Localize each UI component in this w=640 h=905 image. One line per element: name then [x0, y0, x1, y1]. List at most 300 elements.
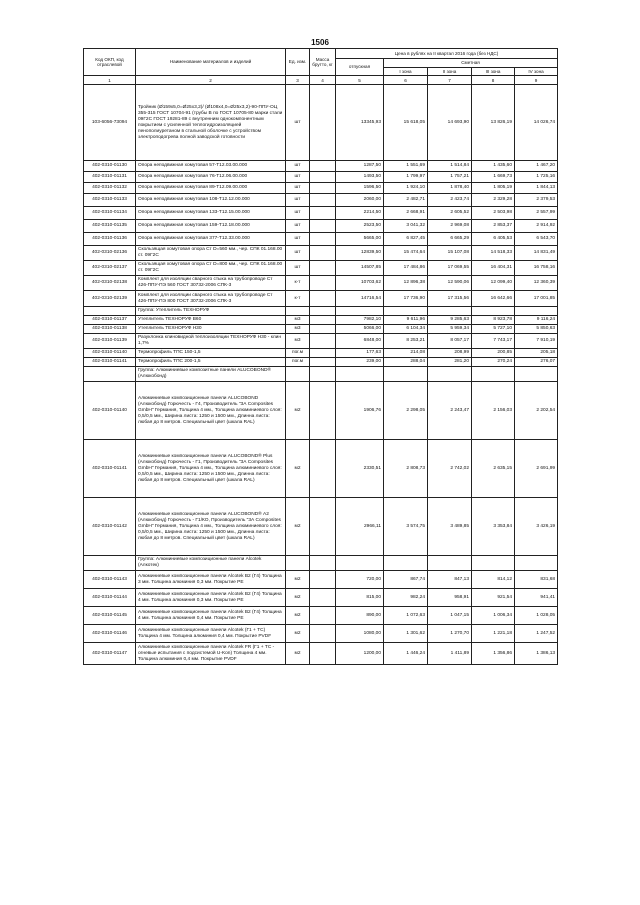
group-empty-cell	[336, 556, 384, 571]
cell-zone1-price: 1 072,63	[384, 607, 428, 625]
cell-zone3-price: 2 329,28	[472, 194, 515, 207]
cell-code: 402-0310-01136	[84, 233, 136, 246]
table-row	[84, 220, 558, 233]
price-table	[83, 48, 558, 665]
cell-zone2-price: 12 590,06	[428, 276, 472, 291]
cell-zone1-price: 15 474,64	[384, 246, 428, 261]
cell-zone4-price: 2 557,99	[515, 207, 558, 220]
cell-unit: м3	[286, 316, 310, 325]
cell-mass	[310, 276, 336, 291]
cell-mass	[310, 571, 336, 589]
group-title: Группа: Алюминиевые композиционные панели Alcotek (Алкотек)	[136, 556, 286, 571]
cell-name: Алюминиевые композиционные панели ALUCOBOND (Алюкобонд) Горючесть - Г4, Производитель "3А Composites GmbH" Германия, Толщина 4 мм., Толщина алюминиевого слоя: 0,5/0,5 мм., Ширина листа: 1250 и 1500 мм., Длинна листа: любая до 8 метров. Специальный цвет (шкала RAL)	[136, 382, 286, 440]
cell-code: 402-0310-01142	[84, 498, 136, 556]
cell-unit: м2	[286, 643, 310, 665]
cell-zone1-price: 1 924,10	[384, 183, 428, 194]
cell-code: 402-0310-01140	[84, 349, 136, 358]
cell-unit: пог.м	[286, 358, 310, 367]
header-mass: Масса брутто, кг	[310, 49, 336, 76]
cell-unit: м3	[286, 325, 310, 334]
group-header-row	[84, 307, 558, 316]
cell-code: 402-0310-02138	[84, 276, 136, 291]
cell-zone1-price: 2 668,91	[384, 207, 428, 220]
group-empty-cell	[384, 307, 428, 316]
cell-zone2-price: 847,13	[428, 571, 472, 589]
cell-mass	[310, 358, 336, 367]
cell-zone2-price: 17 315,56	[428, 291, 472, 307]
cell-zone3-price: 2 853,37	[472, 220, 515, 233]
cell-zone3-price: 7 743,17	[472, 334, 515, 349]
cell-unit: пог.м	[286, 349, 310, 358]
header-zone1: I зона	[384, 67, 428, 76]
table-row	[84, 233, 558, 246]
cell-zone1-price: 867,74	[384, 571, 428, 589]
cell-mass	[310, 85, 336, 161]
cell-name: Опора неподвижная хомутовая 57-Т12.03.00.000	[136, 161, 286, 172]
cell-zone4-price: 831,68	[515, 571, 558, 589]
cell-otpusk-price: 890,00	[336, 607, 384, 625]
cell-zone4-price: 2 202,54	[515, 382, 558, 440]
cell-name: Опора неподвижная хомутовая 108-Т12.12.00.000	[136, 194, 286, 207]
cell-zone3-price: 814,12	[472, 571, 515, 589]
cell-mass	[310, 220, 336, 233]
cell-code: 402-0310-01141	[84, 358, 136, 367]
cell-otpusk-price: 14716,54	[336, 291, 384, 307]
cell-unit: к-т	[286, 276, 310, 291]
cell-otpusk-price: 1493,50	[336, 172, 384, 183]
cell-unit: м2	[286, 440, 310, 498]
cell-zone1-price: 12 896,38	[384, 276, 428, 291]
cell-name: Тройник (Ø159х5,0=Ø25х3,2)/ (Ø108х4,0=Ø25х3,2)-90-ППУ-ОЦ 355-315 ГОСТ 10704-91 (трубы В по ГОСТ 10705-80 марки стали 09Г2С ГОСТ 19281-89 с внутренним однокомпонентным покрытием с усиленной теплогидроизоляцией пенополиуретаном в стальной оболочке с устройством электроподогрева полной заводской готовности	[136, 85, 286, 161]
cell-zone3-price: 6 405,53	[472, 233, 515, 246]
cell-zone3-price: 14 518,33	[472, 246, 515, 261]
table-row	[84, 571, 558, 589]
cell-zone1-price: 8 253,21	[384, 334, 428, 349]
group-code-cell	[84, 307, 136, 316]
cell-otpusk-price: 5665,00	[336, 233, 384, 246]
cell-zone2-price: 1 514,84	[428, 161, 472, 172]
column-number: 5	[336, 76, 384, 85]
cell-code: 402-0310-01130	[84, 161, 136, 172]
cell-zone1-price: 9 611,96	[384, 316, 428, 325]
cell-name: Алюминиевые композиционные панели Alcotek В2 (Г4) Толщина 4 мм. Толщина алюминия 0,4 мм. Покрытие PE	[136, 607, 286, 625]
cell-unit: шт	[286, 172, 310, 183]
cell-code: 402-0310-01143	[84, 571, 136, 589]
cell-zone3-price: 3 353,84	[472, 498, 515, 556]
cell-zone3-price: 921,54	[472, 589, 515, 607]
cell-name: Комплект для изоляции сварного стыка на трубопроводе Ст 426-ППУ-ПЭ 800 ГОСТ 30732-2006 СПК-3	[136, 291, 286, 307]
table-row	[84, 643, 558, 665]
group-header-row	[84, 556, 558, 571]
cell-zone2-price: 9 285,63	[428, 316, 472, 325]
cell-zone4-price: 941,41	[515, 589, 558, 607]
cell-otpusk-price: 13345,93	[336, 85, 384, 161]
cell-zone2-price: 1 878,40	[428, 183, 472, 194]
group-empty-cell	[472, 367, 515, 382]
group-empty-cell	[310, 367, 336, 382]
group-title: Группа: Утеплитель ТЕХНОРУФ	[136, 307, 286, 316]
cell-zone2-price: 1 270,70	[428, 625, 472, 643]
cell-mass	[310, 291, 336, 307]
cell-unit: м2	[286, 625, 310, 643]
cell-otpusk-price: 1906,76	[336, 382, 384, 440]
table-row	[84, 334, 558, 349]
cell-code: 402-0310-01146	[84, 625, 136, 643]
cell-mass	[310, 625, 336, 643]
table-row	[84, 194, 558, 207]
cell-mass	[310, 183, 336, 194]
cell-unit: шт	[286, 261, 310, 276]
cell-zone4-price: 12 360,39	[515, 276, 558, 291]
cell-zone2-price: 17 069,55	[428, 261, 472, 276]
cell-zone2-price: 8 057,17	[428, 334, 472, 349]
cell-zone2-price: 2 969,08	[428, 220, 472, 233]
column-number: 2	[136, 76, 286, 85]
cell-mass	[310, 246, 336, 261]
cell-zone1-price: 1 301,62	[384, 625, 428, 643]
cell-zone1-price: 17 736,90	[384, 291, 428, 307]
cell-zone1-price: 1 446,24	[384, 643, 428, 665]
cell-unit: м2	[286, 589, 310, 607]
group-empty-cell	[428, 556, 472, 571]
cell-otpusk-price: 1080,00	[336, 625, 384, 643]
cell-zone4-price: 5 850,63	[515, 325, 558, 334]
cell-otpusk-price: 2060,00	[336, 194, 384, 207]
cell-unit: м2	[286, 498, 310, 556]
header-smetnaya: Сметная	[384, 59, 558, 68]
cell-mass	[310, 316, 336, 325]
group-empty-cell	[515, 307, 558, 316]
cell-otpusk-price: 2330,51	[336, 440, 384, 498]
cell-name: Алюминиевые композиционные панели Alcotek (Г1 + ТС) Толщина 4 мм. Толщина алюминия 0,4 мм. Покрытие PVDF	[136, 625, 286, 643]
cell-otpusk-price: 7982,10	[336, 316, 384, 325]
cell-zone3-price: 200,85	[472, 349, 515, 358]
cell-otpusk-price: 14507,85	[336, 261, 384, 276]
header-otpusk: отпускная	[336, 59, 384, 76]
cell-name: Алюминиевые композиционные панели Alcotek FR (Г1 + ТС - огневые испытания с подсистемой U-Kon) Толщина 4 мм. Толщина алюминия 0,4 мм. Покрытие PVDF	[136, 643, 286, 665]
cell-zone3-price: 2 635,15	[472, 440, 515, 498]
group-title: Группа: Алюминиевые композитные панели ALUCOBOND® (Алюкобонд)	[136, 367, 286, 382]
page-number: 1506	[311, 38, 329, 47]
cell-zone4-price: 3 426,19	[515, 498, 558, 556]
cell-zone1-price: 2 808,73	[384, 440, 428, 498]
cell-zone3-price: 16 404,31	[472, 261, 515, 276]
column-number: 6	[384, 76, 428, 85]
cell-zone2-price: 281,20	[428, 358, 472, 367]
column-numbers-row	[84, 76, 558, 85]
group-empty-cell	[515, 367, 558, 382]
cell-zone1-price: 2 298,05	[384, 382, 428, 440]
cell-zone4-price: 9 116,24	[515, 316, 558, 325]
cell-name: Алюминиевые композиционные панели ALUCOBOND® А2 (Алюкобонд) Горючесть - Г1/КО, Производитель "3А Composites GmbH" Германия, Толщина 4 мм., Толщина алюминиевого слоя: 0,5/0,5 мм., Ширина листа: 1250 и 1500 мм., Длинна листа: любая до 8 метров. Специальный цвет (шкала RAL)	[136, 498, 286, 556]
cell-zone4-price: 1 467,20	[515, 161, 558, 172]
cell-zone3-price: 16 642,66	[472, 291, 515, 307]
group-code-cell	[84, 367, 136, 382]
cell-zone4-price: 16 758,16	[515, 261, 558, 276]
column-number: 9	[515, 76, 558, 85]
column-number: 1	[84, 76, 136, 85]
cell-mass	[310, 233, 336, 246]
table-row	[84, 607, 558, 625]
cell-zone2-price: 2 243,47	[428, 382, 472, 440]
cell-zone4-price: 276,07	[515, 358, 558, 367]
cell-mass	[310, 498, 336, 556]
cell-unit: шт	[286, 207, 310, 220]
cell-code: 402-0310-01147	[84, 643, 136, 665]
table-row	[84, 246, 558, 261]
cell-otpusk-price: 1596,50	[336, 183, 384, 194]
cell-mass	[310, 440, 336, 498]
cell-name: Скользящая хомутовая опора Ст D=800 мм., чер. СПК 01.168.00 ст. 09Г2С	[136, 261, 286, 276]
cell-name: Скользящая хомутовая опора Ст D=560 мм., чер. СПК 01.168.00 ст. 09Г2С	[136, 246, 286, 261]
cell-zone4-price: 14 026,74	[515, 85, 558, 161]
cell-unit: м3	[286, 334, 310, 349]
table-row	[84, 325, 558, 334]
column-number: 3	[286, 76, 310, 85]
cell-zone2-price: 1 047,15	[428, 607, 472, 625]
column-number: 7	[428, 76, 472, 85]
cell-zone1-price: 17 484,86	[384, 261, 428, 276]
cell-unit: шт	[286, 246, 310, 261]
group-empty-cell	[515, 556, 558, 571]
cell-unit: к-т	[286, 291, 310, 307]
cell-zone2-price: 3 489,85	[428, 498, 472, 556]
cell-zone4-price: 7 910,19	[515, 334, 558, 349]
cell-zone4-price: 6 543,70	[515, 233, 558, 246]
cell-zone1-price: 3 041,32	[384, 220, 428, 233]
cell-zone4-price: 2 379,53	[515, 194, 558, 207]
cell-code: 402-0310-01135	[84, 220, 136, 233]
table-row	[84, 498, 558, 556]
cell-mass	[310, 261, 336, 276]
cell-name: Утеплитель ТЕХНОРУФ В60	[136, 316, 286, 325]
cell-otpusk-price: 6848,00	[336, 334, 384, 349]
cell-zone3-price: 5 727,10	[472, 325, 515, 334]
cell-zone2-price: 2 742,02	[428, 440, 472, 498]
cell-name: Термопрофиль ТПС 150-1,5	[136, 349, 286, 358]
table-row	[84, 316, 558, 325]
cell-code: 402-0310-01134	[84, 207, 136, 220]
table-row	[84, 85, 558, 161]
cell-mass	[310, 194, 336, 207]
cell-mass	[310, 607, 336, 625]
table-row	[84, 382, 558, 440]
header-code: Код ОКП, код отраслевой	[84, 49, 136, 76]
cell-name: Опора неподвижная хомутовая 76-Т12.06.00.000	[136, 172, 286, 183]
cell-zone2-price: 5 959,34	[428, 325, 472, 334]
cell-code: 402-0310-01133	[84, 194, 136, 207]
cell-zone2-price: 2 605,52	[428, 207, 472, 220]
cell-otpusk-price: 10703,62	[336, 276, 384, 291]
cell-code: 103-6056-73094	[84, 85, 136, 161]
group-empty-cell	[336, 307, 384, 316]
cell-mass	[310, 334, 336, 349]
cell-zone4-price: 2 691,99	[515, 440, 558, 498]
table-row	[84, 349, 558, 358]
group-empty-cell	[286, 367, 310, 382]
cell-unit: шт	[286, 85, 310, 161]
group-empty-cell	[428, 307, 472, 316]
cell-otpusk-price: 720,00	[336, 571, 384, 589]
table-body	[84, 85, 558, 665]
column-number: 4	[310, 76, 336, 85]
cell-zone3-price: 1 669,73	[472, 172, 515, 183]
cell-name: Термопрофиль ТПС 200-1,5	[136, 358, 286, 367]
group-empty-cell	[384, 556, 428, 571]
cell-unit: шт	[286, 194, 310, 207]
cell-zone3-price: 8 923,78	[472, 316, 515, 325]
cell-zone2-price: 15 107,08	[428, 246, 472, 261]
table-row	[84, 291, 558, 307]
cell-code: 402-0310-01131	[84, 172, 136, 183]
table-row	[84, 172, 558, 183]
cell-otpusk-price: 177,63	[336, 349, 384, 358]
cell-mass	[310, 382, 336, 440]
column-number: 8	[472, 76, 515, 85]
header-zone2: II зона	[428, 67, 472, 76]
cell-zone3-price: 270,24	[472, 358, 515, 367]
cell-zone2-price: 208,99	[428, 349, 472, 358]
cell-zone1-price: 3 574,75	[384, 498, 428, 556]
cell-name: Опора неподвижная хомутовая 377-Т12.33.00.000	[136, 233, 286, 246]
cell-unit: м2	[286, 382, 310, 440]
cell-otpusk-price: 5066,00	[336, 325, 384, 334]
cell-unit: м2	[286, 571, 310, 589]
cell-zone2-price: 6 665,29	[428, 233, 472, 246]
cell-code: 402-0310-01132	[84, 183, 136, 194]
cell-unit: шт	[286, 161, 310, 172]
cell-zone4-price: 1 844,13	[515, 183, 558, 194]
table-row	[84, 183, 558, 194]
cell-mass	[310, 643, 336, 665]
cell-name: Утеплитель ТЕХНОРУФ Н30	[136, 325, 286, 334]
cell-otpusk-price: 239,00	[336, 358, 384, 367]
group-empty-cell	[286, 556, 310, 571]
cell-zone4-price: 205,18	[515, 349, 558, 358]
header-zone4: IV зона	[515, 67, 558, 76]
cell-zone3-price: 1 805,19	[472, 183, 515, 194]
cell-code: 402-0310-01140	[84, 382, 136, 440]
cell-zone3-price: 1 221,18	[472, 625, 515, 643]
cell-zone3-price: 2 156,03	[472, 382, 515, 440]
cell-zone4-price: 2 914,92	[515, 220, 558, 233]
table-row	[84, 276, 558, 291]
group-empty-cell	[310, 307, 336, 316]
cell-zone3-price: 2 503,98	[472, 207, 515, 220]
cell-zone2-price: 1 757,21	[428, 172, 472, 183]
cell-code: 402-0310-01144	[84, 589, 136, 607]
cell-zone4-price: 1 247,52	[515, 625, 558, 643]
cell-zone1-price: 6 827,45	[384, 233, 428, 246]
cell-zone1-price: 288,04	[384, 358, 428, 367]
cell-name: Алюминиевые композиционные панели Alcotek В2 (Г4) Толщина 3 мм. Толщина алюминия 0,3 мм. Покрытие PE	[136, 571, 286, 589]
group-empty-cell	[336, 367, 384, 382]
cell-zone3-price: 12 099,40	[472, 276, 515, 291]
cell-code: 402-0310-02137	[84, 261, 136, 276]
table-row	[84, 161, 558, 172]
cell-code: 402-0310-01139	[84, 334, 136, 349]
header-unit: Ед. изм.	[286, 49, 310, 76]
table-row	[84, 589, 558, 607]
group-empty-cell	[310, 556, 336, 571]
table-row	[84, 440, 558, 498]
group-empty-cell	[472, 307, 515, 316]
cell-mass	[310, 172, 336, 183]
cell-otpusk-price: 815,00	[336, 589, 384, 607]
table-row	[84, 625, 558, 643]
cell-code: 402-0310-01145	[84, 607, 136, 625]
cell-otpusk-price: 2966,11	[336, 498, 384, 556]
cell-mass	[310, 325, 336, 334]
cell-name: Алюминиевые композиционные панели Alcotek В2 (Г4) Толщина 4 мм. Толщина алюминия 0,3 мм. Покрытие PE	[136, 589, 286, 607]
cell-name: Комплект для изоляции сварного стыка на трубопроводе Ст 426-ППУ-ПЭ 560 ГОСТ 30732-2006 СПК-3	[136, 276, 286, 291]
cell-zone2-price: 14 693,90	[428, 85, 472, 161]
cell-zone3-price: 1 435,60	[472, 161, 515, 172]
header-price-title: Цена в рублях на II квартал 2016 года (без НДС)	[336, 49, 558, 59]
cell-zone4-price: 1 028,05	[515, 607, 558, 625]
cell-otpusk-price: 1287,50	[336, 161, 384, 172]
cell-unit: шт	[286, 233, 310, 246]
cell-otpusk-price: 2523,50	[336, 220, 384, 233]
cell-zone4-price: 1 725,16	[515, 172, 558, 183]
group-empty-cell	[428, 367, 472, 382]
cell-unit: м2	[286, 607, 310, 625]
cell-zone2-price: 2 423,74	[428, 194, 472, 207]
header-zone3: III зона	[472, 67, 515, 76]
cell-otpusk-price: 12839,50	[336, 246, 384, 261]
cell-zone1-price: 214,08	[384, 349, 428, 358]
cell-mass	[310, 161, 336, 172]
group-empty-cell	[384, 367, 428, 382]
cell-mass	[310, 207, 336, 220]
cell-zone1-price: 2 482,71	[384, 194, 428, 207]
table-row	[84, 207, 558, 220]
group-empty-cell	[286, 307, 310, 316]
cell-zone1-price: 15 618,05	[384, 85, 428, 161]
cell-zone4-price: 1 386,13	[515, 643, 558, 665]
cell-code: 402-0310-01137	[84, 316, 136, 325]
cell-code: 402-0310-02136	[84, 246, 136, 261]
cell-name: Опора неподвижная хомутовая 89-Т12.09.00.000	[136, 183, 286, 194]
cell-code: 402-0310-02139	[84, 291, 136, 307]
cell-unit: шт	[286, 183, 310, 194]
cell-mass	[310, 349, 336, 358]
group-header-row	[84, 367, 558, 382]
cell-zone4-price: 17 001,85	[515, 291, 558, 307]
cell-mass	[310, 589, 336, 607]
cell-zone3-price: 1 006,34	[472, 607, 515, 625]
cell-zone2-price: 958,91	[428, 589, 472, 607]
cell-zone1-price: 1 799,97	[384, 172, 428, 183]
cell-code: 402-0310-01141	[84, 440, 136, 498]
cell-name: Опора неподвижная хомутовая 133-Т12.15.00.000	[136, 207, 286, 220]
cell-zone3-price: 13 826,19	[472, 85, 515, 161]
cell-zone1-price: 6 104,34	[384, 325, 428, 334]
header-name: Наименование материалов и изделий	[136, 49, 286, 76]
cell-zone3-price: 1 356,86	[472, 643, 515, 665]
cell-name: Алюминиевые композиционные панели ALUCOBOND® Plus (Алюкобонд) Горючесть - Г1, Производитель "3А Composites GmbH" Германия, Толщина 4 мм., Толщина алюминиевого слоя: 0,5/0,5 мм., Ширина листа: 1250 и 1500 мм., Длинна листа: любая до 8 метров. Специальный цвет (шкала RAL)	[136, 440, 286, 498]
table-row	[84, 261, 558, 276]
cell-unit: шт	[286, 220, 310, 233]
cell-otpusk-price: 1200,00	[336, 643, 384, 665]
cell-zone2-price: 1 411,89	[428, 643, 472, 665]
cell-zone4-price: 14 831,49	[515, 246, 558, 261]
cell-zone1-price: 982,24	[384, 589, 428, 607]
cell-zone1-price: 1 551,69	[384, 161, 428, 172]
cell-name: Опора неподвижная хомутовая 159-Т12.18.00.000	[136, 220, 286, 233]
cell-name: Разуклонка клиновидной теплоизоляции ТЕХНОРУФ Н30 - клин 1,7%	[136, 334, 286, 349]
table-row	[84, 358, 558, 367]
